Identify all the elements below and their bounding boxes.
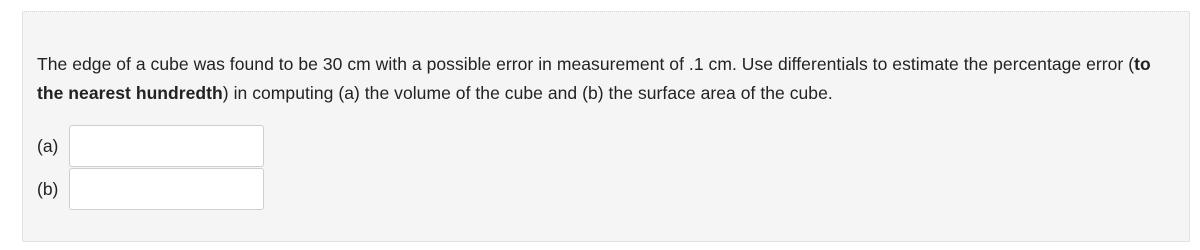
question-text [37, 50, 1177, 108]
question-panel [22, 11, 1190, 242]
question-text-before: The edge of a cube was found to be 30 cm with a possible error in measurement of .1 cm. Use differentials to estimate the percentage error ( [37, 54, 1135, 74]
answer-row-b [37, 167, 264, 211]
question-text-after: ) in computing (a) the volume of the cube and (b) the surface area of the cube. [222, 83, 833, 103]
answer-input-a[interactable] [69, 125, 264, 167]
answer-row-a [37, 124, 264, 168]
answer-input-b[interactable] [69, 168, 264, 210]
answer-label-a: (a) [37, 136, 59, 156]
question-text-bold: to the nearest hundredth [37, 54, 1151, 103]
answer-label-b: (b) [37, 179, 59, 199]
